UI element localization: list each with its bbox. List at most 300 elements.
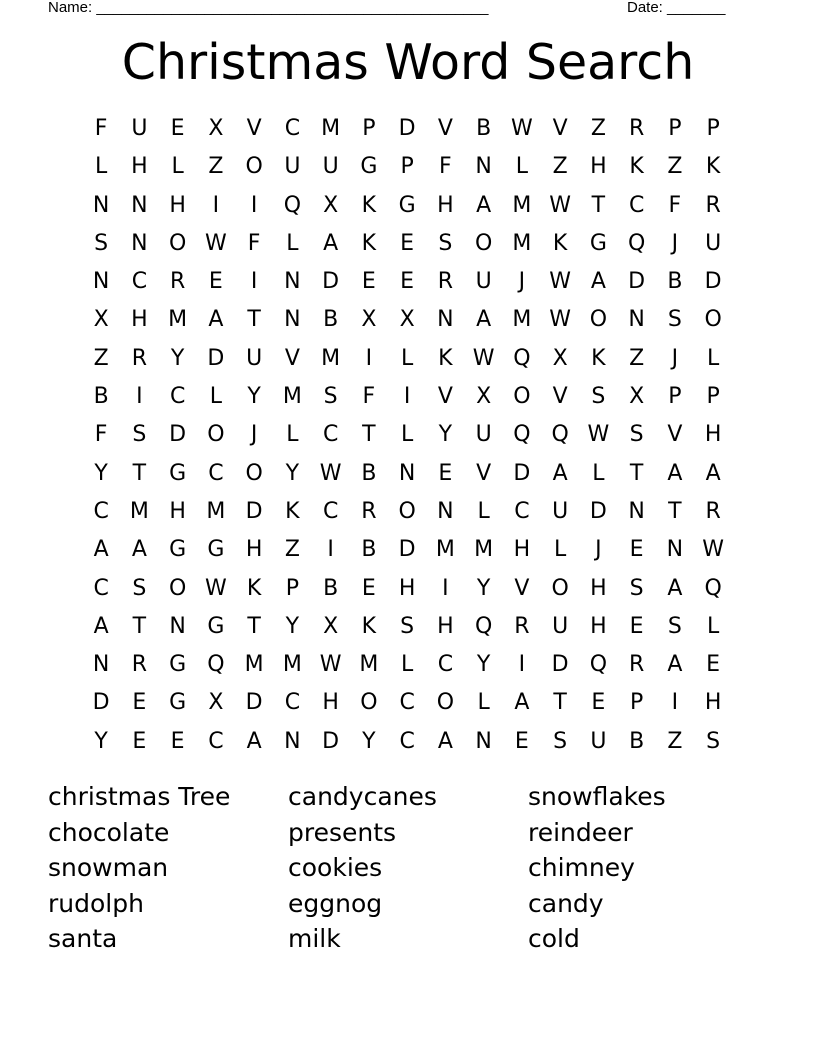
word-list-item: candy: [528, 888, 604, 918]
grid-letter: H: [704, 690, 722, 716]
date-field: Date: _______: [627, 0, 726, 16]
grid-letter: C: [93, 498, 109, 524]
word-list-item: chimney: [528, 853, 635, 883]
grid-letter: E: [400, 269, 415, 295]
grid-letter: Y: [285, 613, 300, 639]
grid-letter: A: [476, 192, 492, 218]
grid-letter: W: [472, 345, 495, 371]
grid-letter: H: [245, 537, 263, 563]
grid-letter: I: [442, 575, 449, 601]
grid-letter: U: [590, 728, 607, 754]
grid-letter: M: [206, 498, 226, 524]
grid-letter: G: [169, 690, 187, 716]
grid-letter: O: [474, 230, 493, 256]
grid-letter: X: [93, 307, 109, 333]
grid-letter: C: [169, 384, 186, 410]
grid-letter: L: [515, 154, 528, 180]
grid-letter: L: [706, 613, 720, 639]
grid-letter: M: [512, 230, 532, 256]
grid-letter: P: [668, 116, 682, 141]
grid-letter: F: [668, 192, 682, 218]
grid-letter: C: [284, 690, 301, 716]
page-title: Christmas Word Search: [121, 34, 695, 91]
grid-letter: S: [591, 384, 606, 410]
grid-letter: P: [285, 575, 300, 601]
grid-letter: U: [131, 116, 148, 141]
grid-letter: C: [514, 498, 530, 524]
grid-letter: T: [629, 460, 644, 486]
grid-letter: P: [629, 690, 644, 716]
grid-letter: Z: [208, 154, 224, 180]
grid-letter: O: [513, 384, 531, 410]
word-list-item: milk: [288, 924, 341, 954]
grid-letter: H: [322, 690, 339, 716]
grid-letter: H: [437, 613, 454, 639]
grid-letter: N: [666, 537, 684, 563]
grid-letter: P: [400, 154, 414, 180]
grid-letter: U: [284, 154, 301, 180]
grid-letter: U: [322, 154, 339, 180]
grid-letter: H: [590, 575, 607, 601]
grid-letter: M: [474, 537, 494, 563]
grid-letter: G: [169, 652, 187, 678]
grid-letter: L: [477, 690, 490, 716]
grid-letter: A: [514, 690, 530, 716]
grid-letter: J: [250, 422, 258, 448]
grid-letter: C: [399, 728, 415, 754]
grid-letter: T: [247, 307, 261, 333]
grid-letter: Q: [283, 192, 302, 218]
grid-letter: M: [168, 307, 188, 333]
grid-letter: O: [245, 460, 263, 486]
grid-letter: L: [553, 537, 567, 563]
grid-letter: T: [668, 498, 682, 524]
grid-letter: I: [671, 690, 679, 716]
grid-letter: V: [552, 116, 568, 141]
grid-letter: E: [514, 728, 529, 754]
grid-letter: D: [245, 498, 263, 524]
grid-letter: L: [400, 422, 414, 448]
grid-letter: Z: [590, 116, 606, 141]
grid-letter: H: [169, 192, 186, 218]
grid-letter: B: [323, 575, 339, 601]
grid-letter: N: [475, 154, 492, 180]
grid-letter: N: [92, 652, 110, 678]
grid-letter: U: [475, 422, 492, 448]
grid-letter: L: [592, 460, 605, 486]
grid-letter: V: [437, 384, 453, 410]
grid-letter: B: [629, 728, 645, 754]
grid-letter: K: [285, 498, 300, 524]
grid-letter: Y: [362, 728, 376, 754]
grid-letter: K: [361, 192, 377, 218]
grid-letter: Z: [667, 728, 683, 754]
grid-letter: W: [204, 230, 227, 256]
grid-letter: S: [553, 728, 568, 754]
grid-letter: L: [209, 384, 222, 410]
grid-letter: F: [362, 384, 376, 410]
grid-letter: O: [551, 575, 569, 601]
grid-letter: Y: [170, 345, 185, 371]
grid-letter: Y: [285, 460, 300, 486]
grid-letter: Q: [704, 575, 722, 601]
grid-letter: S: [706, 728, 721, 754]
grid-letter: W: [587, 422, 610, 448]
grid-letter: X: [323, 613, 339, 639]
grid-letter: W: [319, 460, 342, 486]
grid-letter: X: [476, 384, 492, 410]
grid-letter: E: [629, 537, 644, 563]
grid-letter: D: [322, 269, 340, 295]
grid-letter: O: [436, 690, 455, 716]
grid-letter: A: [705, 460, 721, 486]
word-list-item: reindeer: [528, 817, 633, 847]
letter-grid: [82, 110, 732, 761]
grid-letter: R: [514, 613, 530, 639]
grid-letter: E: [591, 690, 606, 716]
grid-letter: E: [208, 269, 223, 295]
grid-letter: S: [667, 613, 682, 639]
grid-letter: C: [628, 192, 645, 218]
grid-letter: A: [323, 230, 339, 256]
grid-letter: X: [208, 690, 224, 716]
grid-letter: Q: [513, 345, 531, 371]
name-field: Name: _______________________________________________: [48, 0, 489, 16]
grid-letter: Q: [207, 652, 225, 678]
grid-letter: U: [552, 498, 569, 524]
grid-letter: D: [398, 116, 416, 141]
grid-letter: C: [93, 575, 109, 601]
grid-letter: X: [361, 307, 377, 333]
grid-letter: N: [284, 269, 301, 295]
grid-letter: I: [518, 652, 526, 678]
word-list-item: rudolph: [48, 888, 144, 918]
grid-letter: W: [702, 537, 724, 563]
grid-letter: Q: [551, 422, 569, 448]
grid-letter: R: [705, 192, 721, 218]
grid-letter: F: [247, 230, 261, 256]
grid-letter: L: [706, 345, 720, 371]
grid-letter: Z: [629, 345, 645, 371]
grid-letter: C: [208, 728, 224, 754]
grid-letter: D: [322, 728, 340, 754]
header-line: [48, 0, 748, 19]
grid-letter: O: [398, 498, 416, 524]
grid-letter: L: [286, 230, 299, 256]
grid-letter: D: [92, 690, 110, 716]
grid-letter: N: [475, 728, 492, 754]
grid-letter: D: [628, 269, 646, 295]
grid-letter: I: [250, 192, 258, 218]
grid-letter: B: [667, 269, 683, 295]
grid-letter: D: [589, 498, 607, 524]
grid-letter: V: [437, 116, 453, 141]
grid-letter: U: [552, 613, 569, 639]
grid-letter: V: [284, 345, 300, 371]
grid-letter: G: [360, 154, 378, 180]
grid-letter: W: [510, 116, 533, 141]
grid-letter: M: [244, 652, 264, 678]
grid-letter: P: [668, 384, 682, 410]
grid-letter: S: [629, 422, 644, 448]
grid-letter: O: [245, 154, 263, 180]
grid-letter: H: [131, 307, 148, 333]
grid-letter: A: [667, 652, 683, 678]
grid-letter: S: [667, 307, 682, 333]
grid-letter: M: [282, 384, 302, 410]
grid-letter: Z: [552, 154, 568, 180]
grid-letter: T: [132, 613, 147, 639]
grid-letter: W: [319, 652, 342, 678]
word-list-item: cookies: [288, 853, 383, 883]
grid-letter: R: [437, 269, 454, 295]
grid-letter: Z: [284, 537, 300, 563]
grid-letter: H: [590, 154, 607, 180]
grid-letter: H: [513, 537, 531, 563]
grid-letter: E: [629, 613, 644, 639]
grid-letter: Q: [513, 422, 531, 448]
grid-letter: J: [671, 230, 679, 256]
grid-letter: M: [435, 537, 455, 563]
grid-letter: H: [590, 613, 607, 639]
grid-letter: G: [398, 192, 416, 218]
grid-letter: D: [245, 690, 263, 716]
grid-letter: Q: [474, 613, 493, 639]
grid-letter: I: [212, 192, 220, 218]
grid-letter: K: [705, 154, 721, 180]
grid-letter: F: [439, 154, 452, 180]
grid-letter: S: [132, 575, 147, 601]
grid-letter: B: [323, 307, 339, 333]
word-list-item: presents: [288, 817, 397, 847]
grid-letter: D: [551, 652, 569, 678]
grid-letter: O: [168, 575, 187, 601]
grid-letter: N: [284, 307, 301, 333]
grid-letter: P: [362, 116, 376, 141]
grid-letter: A: [246, 728, 262, 754]
grid-letter: W: [549, 192, 571, 218]
grid-letter: R: [169, 269, 186, 295]
grid-letter: C: [208, 460, 224, 486]
grid-letter: D: [398, 537, 416, 563]
grid-letter: Y: [247, 384, 261, 410]
grid-letter: H: [704, 422, 722, 448]
grid-letter: U: [705, 230, 722, 256]
grid-letter: Z: [667, 154, 683, 180]
grid-letter: J: [595, 537, 602, 563]
grid-letter: O: [589, 307, 608, 333]
grid-letter: I: [136, 384, 143, 410]
grid-letter: I: [327, 537, 334, 563]
grid-letter: T: [591, 192, 606, 218]
grid-letter: A: [667, 460, 683, 486]
grid-letter: W: [549, 269, 571, 295]
grid-letter: K: [629, 154, 644, 180]
grid-letter: J: [671, 345, 679, 371]
grid-letter: N: [92, 192, 110, 218]
grid-letter: S: [400, 613, 415, 639]
grid-letter: T: [362, 422, 376, 448]
grid-letter: E: [400, 230, 415, 256]
grid-letter: N: [169, 613, 186, 639]
grid-letter: A: [208, 307, 224, 333]
grid-letter: B: [361, 460, 377, 486]
grid-letter: N: [131, 192, 148, 218]
grid-letter: D: [207, 345, 225, 371]
grid-letter: G: [169, 460, 187, 486]
grid-letter: V: [552, 384, 568, 410]
grid-letter: H: [131, 154, 148, 180]
word-list-item: santa: [48, 924, 118, 954]
grid-letter: C: [284, 116, 301, 141]
grid-letter: L: [477, 498, 490, 524]
grid-letter: G: [207, 613, 225, 639]
grid-letter: U: [475, 269, 492, 295]
grid-letter: B: [476, 116, 492, 141]
grid-letter: M: [282, 652, 302, 678]
grid-letter: N: [437, 307, 454, 333]
grid-letter: H: [169, 498, 186, 524]
grid-letter: W: [204, 575, 227, 601]
grid-letter: R: [361, 498, 377, 524]
grid-letter: L: [400, 652, 414, 678]
grid-letter: G: [207, 537, 225, 563]
grid-letter: C: [322, 422, 339, 448]
grid-letter: K: [591, 345, 606, 371]
grid-letter: K: [361, 230, 377, 256]
grid-letter: S: [94, 230, 109, 256]
grid-letter: U: [246, 345, 263, 371]
grid-letter: Q: [627, 230, 646, 256]
grid-letter: E: [361, 269, 376, 295]
word-list-item: candycanes: [288, 782, 437, 811]
grid-letter: Y: [94, 460, 108, 486]
grid-letter: G: [589, 230, 607, 256]
grid-letter: N: [398, 460, 416, 486]
grid-letter: A: [131, 537, 147, 563]
grid-letter: X: [399, 307, 415, 333]
grid-letter: A: [437, 728, 453, 754]
grid-letter: E: [170, 116, 185, 141]
grid-letter: X: [323, 192, 339, 218]
grid-letter: G: [169, 537, 187, 563]
grid-letter: Y: [476, 575, 491, 601]
grid-letter: R: [628, 116, 645, 141]
grid-letter: A: [93, 613, 109, 639]
grid-letter: W: [549, 307, 571, 333]
grid-letter: I: [403, 384, 411, 410]
word-list-item: eggnog: [288, 888, 383, 918]
grid-letter: E: [170, 728, 185, 754]
word-list-item: cold: [528, 924, 580, 954]
grid-letter: I: [250, 269, 258, 295]
grid-letter: C: [437, 652, 454, 678]
grid-letter: S: [438, 230, 453, 256]
grid-letter: D: [704, 269, 722, 295]
grid-letter: R: [131, 345, 148, 371]
grid-letter: R: [705, 498, 721, 524]
grid-letter: N: [628, 307, 645, 333]
grid-letter: E: [706, 652, 721, 678]
grid-letter: K: [552, 230, 568, 256]
grid-letter: B: [93, 384, 109, 410]
grid-letter: R: [131, 652, 148, 678]
grid-letter: K: [438, 345, 453, 371]
grid-letter: E: [132, 728, 147, 754]
grid-letter: B: [361, 537, 377, 563]
grid-letter: C: [322, 498, 339, 524]
grid-letter: T: [132, 460, 147, 486]
grid-letter: K: [361, 613, 377, 639]
grid-letter: L: [171, 154, 184, 180]
grid-letter: N: [284, 728, 301, 754]
word-list-item: snowman: [48, 853, 169, 883]
grid-letter: F: [94, 422, 108, 448]
grid-letter: S: [323, 384, 338, 410]
grid-letter: O: [704, 307, 722, 333]
grid-letter: R: [628, 652, 645, 678]
grid-letter: D: [513, 460, 531, 486]
grid-letter: J: [518, 269, 526, 295]
grid-letter: O: [207, 422, 225, 448]
grid-letter: E: [438, 460, 453, 486]
grid-letter: I: [365, 345, 373, 371]
word-list-item: chocolate: [48, 817, 170, 847]
grid-letter: M: [321, 116, 341, 141]
grid-letter: M: [512, 192, 532, 218]
word-list: [48, 779, 788, 957]
grid-letter: L: [400, 345, 414, 371]
grid-letter: V: [667, 422, 683, 448]
grid-letter: M: [129, 498, 149, 524]
grid-letter: A: [590, 269, 606, 295]
grid-letter: M: [321, 345, 341, 371]
grid-letter: C: [131, 269, 148, 295]
grid-letter: N: [92, 269, 110, 295]
grid-letter: P: [706, 116, 720, 141]
grid-letter: N: [131, 230, 148, 256]
grid-letter: N: [437, 498, 454, 524]
grid-letter: E: [132, 690, 147, 716]
grid-letter: X: [208, 116, 224, 141]
grid-letter: C: [399, 690, 415, 716]
grid-letter: X: [552, 345, 568, 371]
grid-letter: V: [246, 116, 262, 141]
grid-letter: A: [93, 537, 109, 563]
grid-letter: H: [437, 192, 454, 218]
grid-letter: A: [552, 460, 568, 486]
grid-letter: F: [94, 116, 108, 141]
grid-letter: S: [629, 575, 644, 601]
grid-letter: M: [359, 652, 379, 678]
grid-letter: E: [361, 575, 376, 601]
grid-letter: T: [247, 613, 261, 639]
grid-letter: Z: [93, 345, 109, 371]
grid-letter: P: [706, 384, 720, 410]
word-list-item: christmas Tree: [48, 782, 231, 811]
grid-letter: X: [629, 384, 645, 410]
grid-letter: N: [628, 498, 645, 524]
grid-letter: T: [553, 690, 567, 716]
grid-letter: Y: [94, 728, 108, 754]
grid-letter: L: [286, 422, 299, 448]
grid-letter: Q: [589, 652, 608, 678]
grid-letter: Y: [438, 422, 453, 448]
grid-letter: L: [94, 154, 108, 180]
grid-letter: O: [168, 230, 187, 256]
grid-letter: M: [512, 307, 532, 333]
grid-letter: O: [360, 690, 378, 716]
